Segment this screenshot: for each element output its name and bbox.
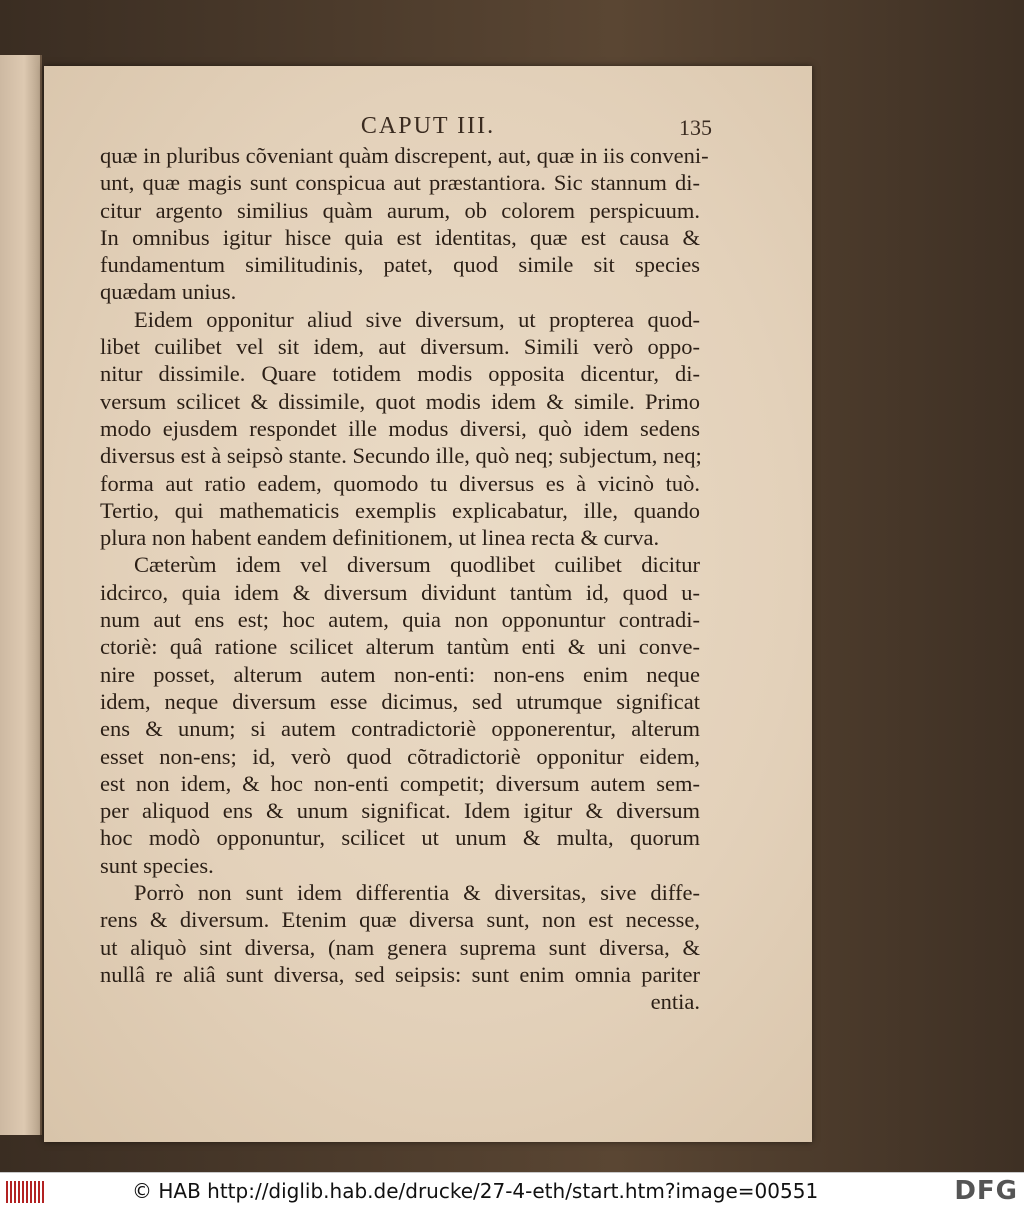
page-header <box>44 113 812 141</box>
text-line: hoc modò opponuntur, scilicet ut unum & multa, quorum <box>100 825 700 851</box>
text-line: idem, neque diversum esse dicimus, sed utrumque significat <box>100 688 700 714</box>
text-line: Eidem opponitur aliud sive diversum, ut propterea quod- <box>134 306 700 332</box>
text-line: sunt species. <box>100 852 214 878</box>
text-line: citur argento similius quàm aurum, ob colorem perspicuum. <box>100 197 700 223</box>
dfg-logo: DFG <box>954 1176 1018 1206</box>
source-credit-link[interactable]: © HAB http://diglib.hab.de/drucke/27-4-eth/start.htm?image=00551 <box>132 1179 819 1203</box>
text-line: Tertio, qui mathematicis exemplis explicabatur, ille, quando <box>100 497 700 523</box>
text-line: nitur dissimile. Quare totidem modis opposita dicentur, di- <box>100 361 700 387</box>
text-line: modo ejusdem respondet ille modus diversi, quò idem sedens <box>100 415 700 441</box>
text-line: plura non habent eandem definitionem, ut linea recta & curva. <box>100 525 660 551</box>
text-line: nullâ re aliâ sunt diversa, sed seipsis: sunt enim omnia pariter <box>100 961 700 987</box>
page-number: 135 <box>679 115 712 140</box>
text-line: ut aliquò sint diversa, (nam genera suprema sunt diversa, & <box>100 934 700 960</box>
hab-barcode-logo-icon <box>6 1181 44 1203</box>
text-line: ens & unum; si autem contradictoriè opponerentur, alterum <box>100 716 700 742</box>
text-line: forma aut ratio eadem, quomodo tu diversus es à vicinò tuò. <box>100 470 700 496</box>
text-line: rens & diversum. Etenim quæ diversa sunt, non est necesse, <box>100 907 700 933</box>
text-line: num aut ens est; hoc autem, quia non opponuntur contradi- <box>100 607 700 633</box>
text-line: ctoriè: quâ ratione scilicet alterum tantùm enti & uni conve- <box>100 634 700 660</box>
text-line: versum scilicet & dissimile, quot modis idem & simile. Primo <box>100 388 700 414</box>
text-line: Cæterùm idem vel diversum quodlibet cuilibet dicitur <box>134 552 700 578</box>
text-line: In omnibus igitur hisce quia est identitas, quæ est causa & <box>100 224 700 250</box>
text-line: nire posset, alterum autem non-enti: non-ens enim neque <box>100 661 700 687</box>
text-line: Porrò non sunt idem differentia & diversitas, sive diffe- <box>134 880 700 906</box>
text-line: diversus est à seipsò stante. Secundo ille, quò neq; subjectum, neq; <box>100 443 702 469</box>
text-line: libet cuilibet vel sit idem, aut diversum. Simili verò oppo- <box>100 334 700 360</box>
text-line: unt, quæ magis sunt conspicua aut præstantiora. Sic stannum di- <box>100 170 700 196</box>
text-line: quædam unius. <box>100 279 237 305</box>
running-head: CAPUT III. <box>360 113 496 139</box>
text-line: idcirco, quia idem & diversum dividunt tantùm id, quod u- <box>100 579 700 605</box>
text-line: est non idem, & hoc non-enti competit; diversum autem sem- <box>100 770 700 796</box>
facing-page-edge <box>0 55 42 1135</box>
text-line: fundamentum similitudinis, patet, quod simile sit species <box>100 252 700 278</box>
viewer-footer <box>0 1172 1024 1210</box>
text-line: quæ in pluribus cõveniant quàm discrepent, aut, quæ in iis conveni- <box>100 143 709 168</box>
text-line: esset non-ens; id, verò quod cõtradictoriè opponitur eidem, <box>100 743 700 769</box>
catchword: entia. <box>650 989 700 1015</box>
book-page <box>44 66 812 1142</box>
body-text <box>100 142 709 1016</box>
text-line: per aliquod ens & unum significat. Idem igitur & diversum <box>100 798 700 824</box>
